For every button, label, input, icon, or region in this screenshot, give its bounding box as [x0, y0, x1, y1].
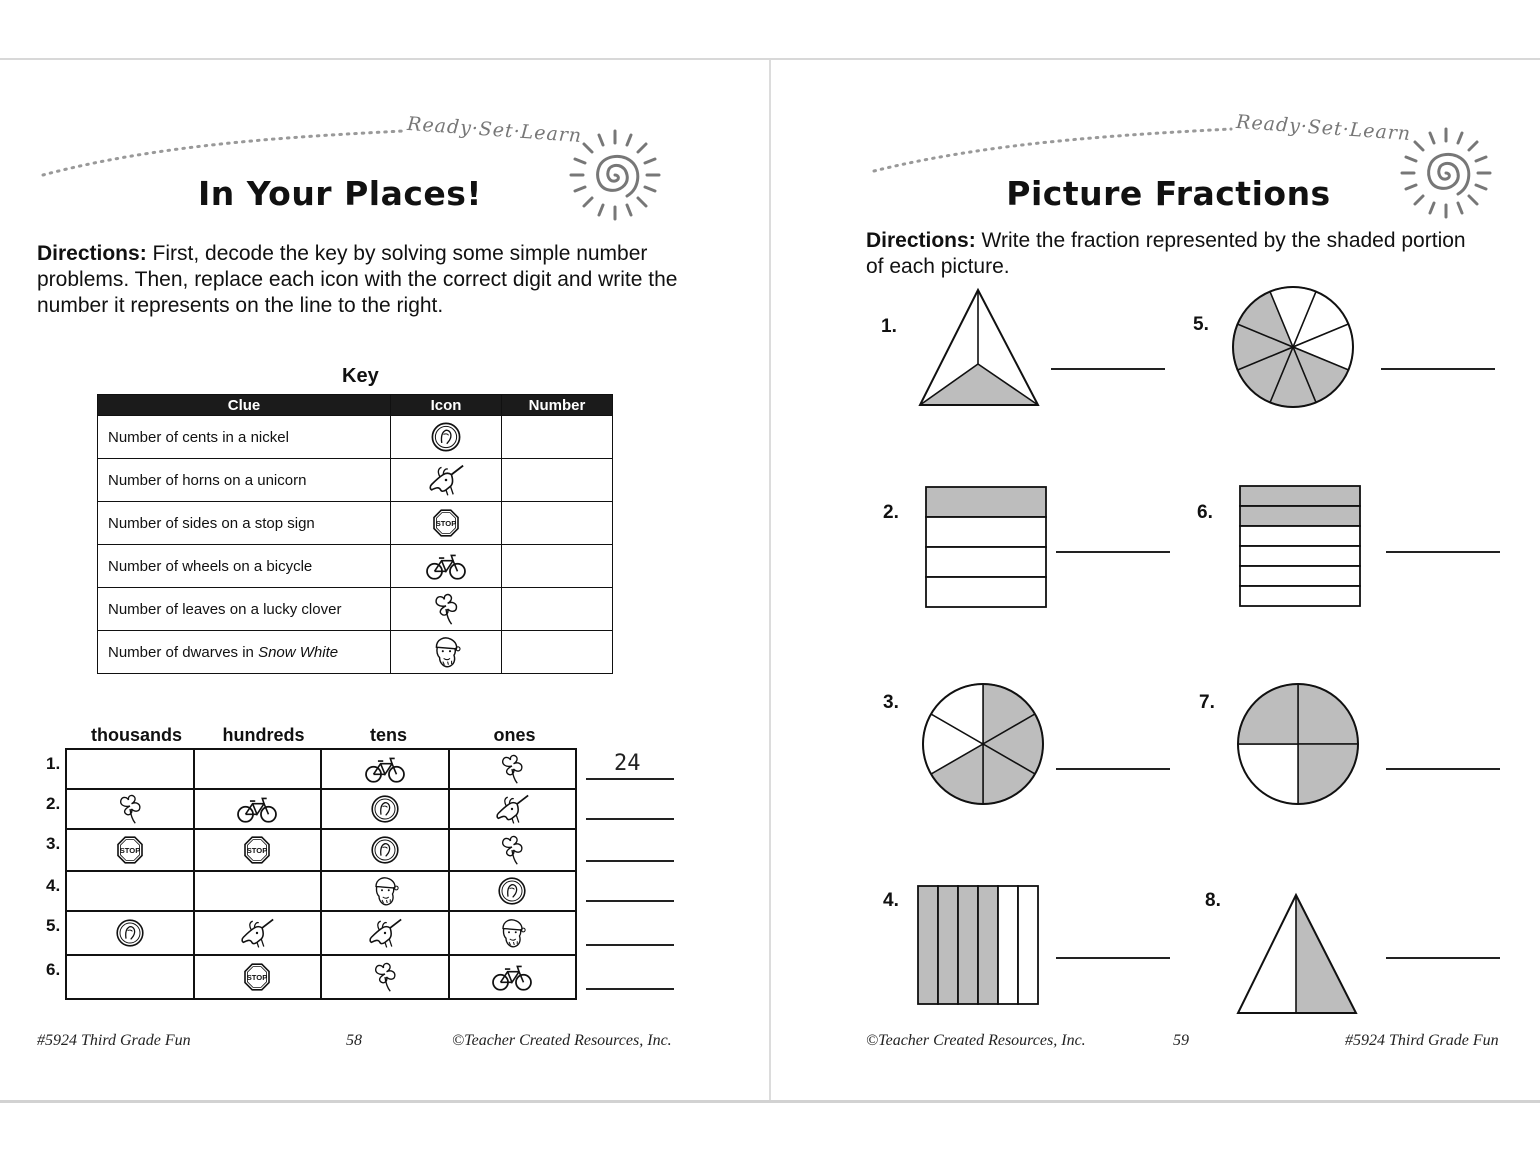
answer-line[interactable]	[1386, 551, 1500, 553]
stop-sign-icon	[430, 507, 462, 539]
place-cell	[449, 911, 577, 955]
fraction-figure	[1236, 892, 1360, 1016]
key-icon-cell	[391, 545, 502, 588]
stop-sign-icon	[114, 834, 146, 866]
footer-page-number: 58	[346, 1032, 362, 1049]
answer-line[interactable]	[1051, 368, 1165, 370]
key-icon-cell	[391, 588, 502, 631]
clover-icon	[370, 960, 400, 994]
answer-line[interactable]	[1381, 368, 1495, 370]
place-cell	[194, 911, 322, 955]
answer-line[interactable]	[1056, 768, 1170, 770]
fraction-figure	[924, 485, 1048, 609]
key-clue-italic: Snow White	[258, 643, 339, 661]
footer-page-number: 59	[1173, 1032, 1189, 1049]
answer-line[interactable]	[1386, 957, 1500, 959]
right-page	[771, 60, 1540, 1100]
key-row	[98, 631, 613, 674]
key-header-icon: Icon	[391, 395, 502, 416]
key-table	[97, 394, 613, 674]
directions-text: Write the fraction represented by the shaded portion of each picture.	[866, 229, 1466, 278]
key-number-cell[interactable]	[502, 588, 613, 631]
key-label: Key	[342, 365, 379, 387]
coin-icon	[369, 834, 401, 866]
key-clue: Number of cents in a nickel	[98, 416, 391, 459]
shaded-part	[926, 487, 1046, 517]
dwarf-icon	[430, 634, 462, 670]
col-header-tens: tens	[369, 725, 407, 745]
unicorn-icon	[492, 792, 532, 826]
place-cell	[66, 871, 194, 911]
shaded-part	[918, 886, 938, 1004]
answer-line[interactable]	[586, 860, 674, 862]
answer-line[interactable]	[586, 778, 674, 780]
footer-copyright: ©Teacher Created Resources, Inc.	[452, 1032, 672, 1049]
answer-line[interactable]	[586, 818, 674, 820]
place-cell	[321, 789, 449, 829]
place-cell	[66, 749, 194, 789]
stop-sign-icon	[241, 961, 273, 993]
unshaded-part	[1240, 546, 1360, 566]
answer-line[interactable]	[1056, 957, 1170, 959]
stop-sign-icon	[241, 834, 273, 866]
clover-icon	[430, 591, 462, 627]
place-cell	[321, 955, 449, 999]
bicycle-icon	[236, 794, 278, 824]
key-header-clue: Clue	[98, 395, 391, 416]
problem-number: 7.	[1199, 692, 1215, 713]
book-spread	[0, 58, 1540, 1103]
unshaded-part	[1240, 526, 1360, 546]
coin-icon	[429, 420, 463, 454]
directions	[866, 228, 1466, 280]
shaded-part	[1240, 506, 1360, 526]
key-clue: Number of wheels on a bicycle	[98, 545, 391, 588]
answer-line[interactable]	[1056, 551, 1170, 553]
problem-number: 4.	[883, 890, 899, 911]
answer-text: 24	[614, 751, 641, 776]
place-cell	[66, 789, 194, 829]
dwarf-icon	[370, 874, 400, 908]
directions-label: Directions:	[37, 242, 147, 265]
place-cell	[449, 829, 577, 871]
clover-icon	[497, 752, 527, 786]
fraction-figure	[921, 682, 1045, 806]
place-cell	[194, 955, 322, 999]
unshaded-part	[926, 517, 1046, 547]
unshaded-part	[926, 547, 1046, 577]
shaded-part	[978, 886, 998, 1004]
key-number-cell[interactable]	[502, 502, 613, 545]
place-cell	[449, 789, 577, 829]
fraction-figure	[918, 286, 1042, 410]
col-header-ones: ones	[493, 725, 536, 745]
unicorn-icon	[365, 916, 405, 950]
clover-icon	[115, 792, 145, 826]
bicycle-icon	[364, 754, 406, 784]
place-cell	[194, 829, 322, 871]
left-page	[0, 60, 769, 1100]
key-icon-cell	[391, 459, 502, 502]
problem-number: 5.	[1193, 314, 1209, 335]
place-cell	[66, 911, 194, 955]
place-cell	[449, 749, 577, 789]
place-row	[66, 955, 576, 999]
place-cell	[321, 829, 449, 871]
key-row	[98, 416, 613, 459]
row-number: 3.	[46, 834, 61, 853]
clover-icon	[497, 833, 527, 867]
unshaded-part	[1240, 586, 1360, 606]
key-icon-cell	[391, 502, 502, 545]
unicorn-icon	[237, 916, 277, 950]
directions-text: First, decode the key by solving some simple number problems. Then, replace each icon with the correct digit and write the number it represents on the line to the right.	[37, 242, 678, 317]
unshaded-part	[998, 886, 1018, 1004]
directions	[37, 241, 697, 319]
shaded-part	[958, 886, 978, 1004]
footer-book-number: #5924 Third Grade Fun	[37, 1032, 191, 1049]
footer-book-number: #5924 Third Grade Fun	[1345, 1032, 1499, 1049]
row-number: 6.	[46, 960, 61, 979]
key-row	[98, 502, 613, 545]
place-cell	[321, 911, 449, 955]
place-row	[66, 911, 576, 955]
problem-number: 3.	[883, 692, 899, 713]
place-cell	[66, 829, 194, 871]
footer-copyright: ©Teacher Created Resources, Inc.	[866, 1032, 1086, 1049]
fraction-figure	[1236, 682, 1360, 806]
place-row	[66, 749, 576, 789]
problem-number: 8.	[1205, 890, 1221, 911]
key-number-cell[interactable]	[502, 631, 613, 674]
place-cell	[194, 749, 322, 789]
place-row	[66, 829, 576, 871]
key-icon-cell	[391, 631, 502, 674]
key-number-cell[interactable]	[502, 416, 613, 459]
brand-logo-text: Ready·Set·Learn	[1235, 110, 1412, 146]
coin-icon	[114, 917, 146, 949]
key-number-cell[interactable]	[502, 459, 613, 502]
dwarf-icon	[497, 916, 527, 950]
brand-logo-text: Ready·Set·Learn	[406, 112, 583, 148]
key-row	[98, 588, 613, 631]
key-clue-prefix: Number of dwarves in	[108, 643, 259, 661]
place-cell	[321, 871, 449, 911]
shaded-part	[938, 886, 958, 1004]
place-row	[66, 871, 576, 911]
place-value-grid	[65, 748, 577, 1000]
problem-number: 1.	[881, 316, 897, 337]
answer-line[interactable]	[586, 900, 674, 902]
key-icon-cell	[391, 416, 502, 459]
key-header-row	[98, 395, 613, 416]
shaded-part	[1240, 486, 1360, 506]
unicorn-icon	[426, 462, 466, 498]
unshaded-part	[1240, 566, 1360, 586]
key-clue: Number of horns on a unicorn	[98, 459, 391, 502]
key-row	[98, 459, 613, 502]
key-number-cell[interactable]	[502, 545, 613, 588]
problem-number: 2.	[883, 502, 899, 523]
key-clue: Number of leaves on a lucky clover	[98, 588, 391, 631]
col-header-thousands: thousands	[90, 725, 182, 745]
bicycle-icon	[491, 962, 533, 992]
row-number: 1.	[46, 754, 61, 773]
unshaded-part	[1018, 886, 1038, 1004]
bicycle-icon	[425, 551, 467, 581]
place-row	[66, 789, 576, 829]
problem-number: 6.	[1197, 502, 1213, 523]
key-row	[98, 545, 613, 588]
coin-icon	[496, 875, 528, 907]
place-cell	[194, 871, 322, 911]
fraction-figure	[916, 884, 1040, 1006]
row-number: 2.	[46, 794, 61, 813]
coin-icon	[369, 793, 401, 825]
row-number: 5.	[46, 916, 61, 935]
answer-line[interactable]	[1386, 768, 1500, 770]
place-cell	[449, 871, 577, 911]
fraction-figure	[1238, 484, 1362, 608]
unshaded-part	[926, 577, 1046, 607]
place-cell	[321, 749, 449, 789]
key-clue	[98, 631, 391, 674]
col-header-hundreds: hundreds	[222, 725, 305, 745]
row-number: 4.	[46, 876, 61, 895]
place-cell	[194, 789, 322, 829]
key-clue: Number of sides on a stop sign	[98, 502, 391, 545]
place-cell	[66, 955, 194, 999]
answer-line[interactable]	[586, 944, 674, 946]
key-header-number: Number	[502, 395, 613, 416]
place-cell	[449, 955, 577, 999]
answer-line[interactable]	[586, 988, 674, 990]
fraction-figure	[1231, 285, 1355, 409]
directions-label: Directions:	[866, 229, 976, 252]
page-title: Picture Fractions	[1006, 174, 1331, 213]
page-title: In Your Places!	[198, 174, 482, 213]
